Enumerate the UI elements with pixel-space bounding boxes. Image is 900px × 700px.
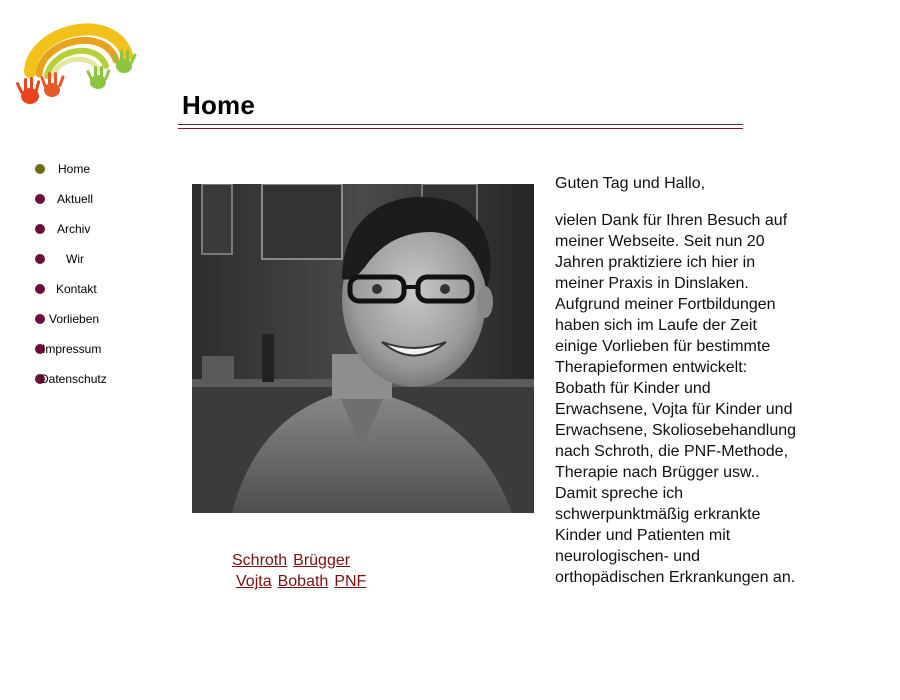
nav-label[interactable]: Aktuell xyxy=(57,192,94,206)
greeting-text: Guten Tag und Hallo, xyxy=(555,175,706,192)
nav-label[interactable]: Datenschutz xyxy=(40,372,107,386)
therapy-links xyxy=(232,550,366,592)
bullet-icon xyxy=(35,164,45,174)
bullet-icon xyxy=(35,194,45,204)
nav-item-impressum[interactable] xyxy=(0,338,140,368)
bullet-icon xyxy=(35,254,45,264)
portrait-photo xyxy=(192,184,534,513)
nav-label[interactable]: Archiv xyxy=(57,222,91,236)
nav-label[interactable]: Home xyxy=(58,162,91,176)
nav-label[interactable]: Vorlieben xyxy=(49,312,100,326)
nav-label[interactable]: Impressum xyxy=(42,342,102,356)
nav-item-home[interactable] xyxy=(0,158,140,188)
rainbow-hands-logo[interactable] xyxy=(12,10,142,110)
body-text: vielen Dank für Ihren Besuch auf meiner Webseite. Seit nun 20 Jahren praktiziere ich hier in meiner Praxis in Dinslaken. Aufgrund meiner Fortbildungen haben sich im Laufe der Zeit einige Vorlieben für bestimmte Therapieformen entwickelt: Bobath für Kinder und Erwachsene, Vojta für Kinder und Erwachsene, Skoliosebehandlung nach Schroth, die PNF-Methode, Therapie nach Brügger usw.. Damit spreche ich schwerpunktmäßig erkrankte Kinder und Patienten mit neurologischen- und orthopädischen Erkrankungen an. xyxy=(555,212,797,586)
nav-label[interactable]: Wir xyxy=(66,252,84,266)
title-divider xyxy=(178,124,743,129)
bullet-icon xyxy=(35,224,45,234)
nav-item-vorlieben[interactable] xyxy=(0,308,140,338)
page-title: Home xyxy=(182,90,256,120)
nav-item-wir[interactable] xyxy=(0,248,140,278)
link-pnf[interactable]: PNF xyxy=(334,573,367,590)
nav-item-datenschutz[interactable] xyxy=(0,368,140,398)
welcome-text xyxy=(555,173,800,588)
nav-item-kontakt[interactable] xyxy=(0,278,140,308)
links-row xyxy=(232,571,366,592)
sidebar-nav xyxy=(0,158,140,398)
nav-label[interactable]: Kontakt xyxy=(56,282,97,296)
link-vojta[interactable]: Vojta xyxy=(236,573,272,590)
link-schroth[interactable]: Schroth xyxy=(232,552,288,569)
link-bruegger[interactable]: Brügger xyxy=(293,552,351,569)
bullet-icon xyxy=(35,314,45,324)
bullet-icon xyxy=(35,284,45,294)
nav-item-aktuell[interactable] xyxy=(0,188,140,218)
links-row xyxy=(232,550,366,571)
nav-item-archiv[interactable] xyxy=(0,218,140,248)
link-bobath[interactable]: Bobath xyxy=(277,573,329,590)
